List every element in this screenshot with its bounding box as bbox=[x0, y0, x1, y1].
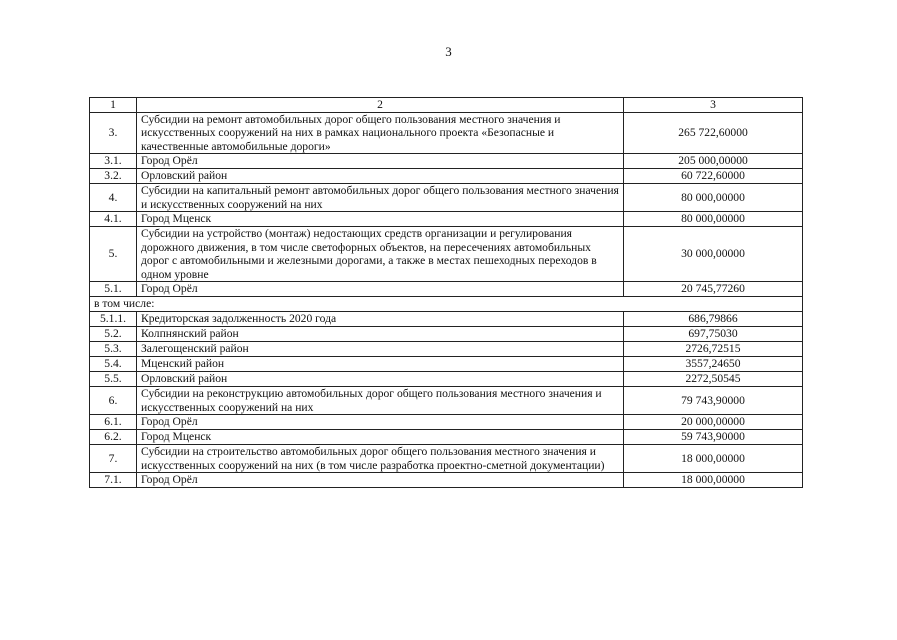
table-row bbox=[90, 387, 803, 415]
row-number: 3.2. bbox=[90, 169, 137, 184]
row-description: Субсидии на строительство автомобильных дорог общего пользования местного значения и искусственных сооружений на них (в том числе разработка проектно-сметной документации) bbox=[137, 445, 624, 473]
row-amount: 205 000,00000 bbox=[624, 154, 803, 169]
row-number: 5.2. bbox=[90, 327, 137, 342]
row-description: Город Мценск bbox=[137, 212, 624, 227]
row-description: Город Орёл bbox=[137, 282, 624, 297]
table-row bbox=[90, 372, 803, 387]
row-number: 5. bbox=[90, 227, 137, 282]
row-amount: 80 000,00000 bbox=[624, 184, 803, 212]
row-number: 6.2. bbox=[90, 430, 137, 445]
table-row bbox=[90, 212, 803, 227]
row-description: Кредиторская задолженность 2020 года bbox=[137, 312, 624, 327]
row-amount: 79 743,90000 bbox=[624, 387, 803, 415]
row-amount: 59 743,90000 bbox=[624, 430, 803, 445]
row-number: 4. bbox=[90, 184, 137, 212]
row-description: Орловский район bbox=[137, 372, 624, 387]
row-number: 3. bbox=[90, 112, 137, 154]
row-description: Город Мценск bbox=[137, 430, 624, 445]
row-amount: 20 745,77260 bbox=[624, 282, 803, 297]
table-row bbox=[90, 312, 803, 327]
table-row bbox=[90, 169, 803, 184]
row-amount: 697,75030 bbox=[624, 327, 803, 342]
page-number: 3 bbox=[445, 44, 452, 59]
row-amount: 60 722,60000 bbox=[624, 169, 803, 184]
row-amount: 686,79866 bbox=[624, 312, 803, 327]
table-header-row bbox=[90, 98, 803, 113]
table-row bbox=[90, 282, 803, 297]
row-span-label: в том числе: bbox=[90, 297, 803, 312]
subsidy-table bbox=[89, 97, 803, 488]
row-number: 7. bbox=[90, 445, 137, 473]
row-description: Субсидии на устройство (монтаж) недостающих средств организации и регулирования дорожного движения, в том числе светофорных объектов, на пересечениях автомобильных дорог с автомобильными и железными дорогами, а также в местах пешеходных переходов в одном уровне bbox=[137, 227, 624, 282]
row-amount: 80 000,00000 bbox=[624, 212, 803, 227]
row-amount: 18 000,00000 bbox=[624, 445, 803, 473]
table-row bbox=[90, 430, 803, 445]
row-description: Колпнянский район bbox=[137, 327, 624, 342]
row-amount: 18 000,00000 bbox=[624, 473, 803, 488]
row-amount: 265 722,60000 bbox=[624, 112, 803, 154]
table-row bbox=[90, 227, 803, 282]
row-number: 3.1. bbox=[90, 154, 137, 169]
header-col-3: 3 bbox=[624, 98, 803, 113]
table-row bbox=[90, 327, 803, 342]
row-amount: 2272,50545 bbox=[624, 372, 803, 387]
row-description: Орловский район bbox=[137, 169, 624, 184]
row-description: Субсидии на реконструкцию автомобильных дорог общего пользования местного значения и искусственных сооружений на них bbox=[137, 387, 624, 415]
row-number: 5.4. bbox=[90, 357, 137, 372]
row-number: 5.3. bbox=[90, 342, 137, 357]
row-number: 4.1. bbox=[90, 212, 137, 227]
row-number: 5.5. bbox=[90, 372, 137, 387]
row-number: 5.1. bbox=[90, 282, 137, 297]
row-number: 6. bbox=[90, 387, 137, 415]
table-row bbox=[90, 112, 803, 154]
header-col-1: 1 bbox=[90, 98, 137, 113]
table-row bbox=[90, 357, 803, 372]
row-description: Город Орёл bbox=[137, 154, 624, 169]
row-amount: 30 000,00000 bbox=[624, 227, 803, 282]
row-number: 6.1. bbox=[90, 415, 137, 430]
table-row bbox=[90, 154, 803, 169]
row-amount: 2726,72515 bbox=[624, 342, 803, 357]
row-amount: 3557,24650 bbox=[624, 357, 803, 372]
row-number: 5.1.1. bbox=[90, 312, 137, 327]
table-row bbox=[90, 473, 803, 488]
table-row bbox=[90, 297, 803, 312]
row-amount: 20 000,00000 bbox=[624, 415, 803, 430]
row-description: Город Орёл bbox=[137, 415, 624, 430]
row-description: Залегощенский район bbox=[137, 342, 624, 357]
row-description: Субсидии на капитальный ремонт автомобильных дорог общего пользования местного значения и искусственных сооружений на них bbox=[137, 184, 624, 212]
row-number: 7.1. bbox=[90, 473, 137, 488]
row-description: Город Орёл bbox=[137, 473, 624, 488]
row-description: Субсидии на ремонт автомобильных дорог общего пользования местного значения и искусственных сооружений на них в рамках национального проекта «Безопасные и качественные автомобильные дороги» bbox=[137, 112, 624, 154]
header-col-2: 2 bbox=[137, 98, 624, 113]
table-row bbox=[90, 184, 803, 212]
table-row bbox=[90, 342, 803, 357]
table-row bbox=[90, 415, 803, 430]
row-description: Мценский район bbox=[137, 357, 624, 372]
table-row bbox=[90, 445, 803, 473]
